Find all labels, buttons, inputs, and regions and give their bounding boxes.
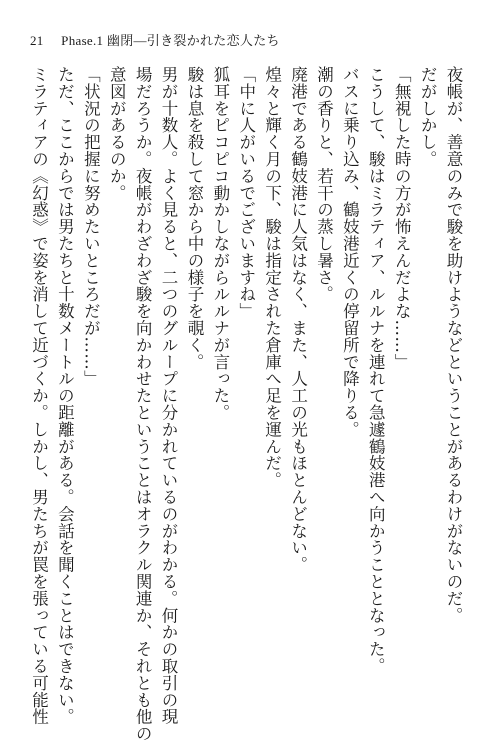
- text-line-3: 「無視した時の方が怖えんだよな……」: [392, 66, 412, 371]
- text-line-17: ミラティアの《幻惑》で姿を消して近づくか。しかし、男たちが罠を張っている可能性: [29, 66, 49, 726]
- page-number: 21: [30, 33, 44, 48]
- text-line-4: こうして、駿はミラティア、ルルナを連れて急遽鶴妓港へ向かうこととなった。: [366, 66, 386, 675]
- text-line-11: 駿は息を殺して窓から中の様子を覗く。: [184, 66, 204, 371]
- running-title: Phase.1 幽閉—引き裂かれた恋人たち: [61, 33, 280, 48]
- text-line-7: 廃港である鶴妓港に人気はなく、また、人工の光もほとんどない。: [288, 66, 308, 573]
- text-line-6: 潮の香りと、若干の蒸し暑さ。: [314, 66, 334, 303]
- text-line-12: 男が十数人。よく見ると、二つのグループに分かれているのがわかる。何かの取引の現: [159, 66, 179, 726]
- text-line-1: 夜帳が、善意のみで駿を助けようなどということがあるわけがないのだ。: [444, 66, 463, 624]
- text-line-14: 意図があるのか。: [107, 66, 127, 202]
- text-line-9: 「中に人がいるでございますね」: [236, 66, 256, 320]
- text-line-13: 場だろうか。夜帳がわざわざ駿を向かわせたということはオラクル関連か、それとも他の: [133, 66, 153, 742]
- text-line-2: だがしかし。: [418, 66, 438, 168]
- running-header: [30, 30, 280, 49]
- text-line-16: ただ、ここからでは男たちと十数メートルの距離がある。会話を聞くことはできない。: [55, 66, 75, 726]
- text-line-8: 煌々と輝く月の下、駿は指定された倉庫へ足を運んだ。: [262, 66, 282, 489]
- text-line-5: バスに乗り込み、鶴妓港近くの停留所で降りる。: [340, 66, 360, 438]
- text-line-10: 狐耳をピコピコ動かしながらルルナが言った。: [210, 66, 230, 421]
- text-line-15: 「状況の把握に努めたいところだが……」: [81, 66, 101, 388]
- vertical-body-text: [26, 66, 466, 742]
